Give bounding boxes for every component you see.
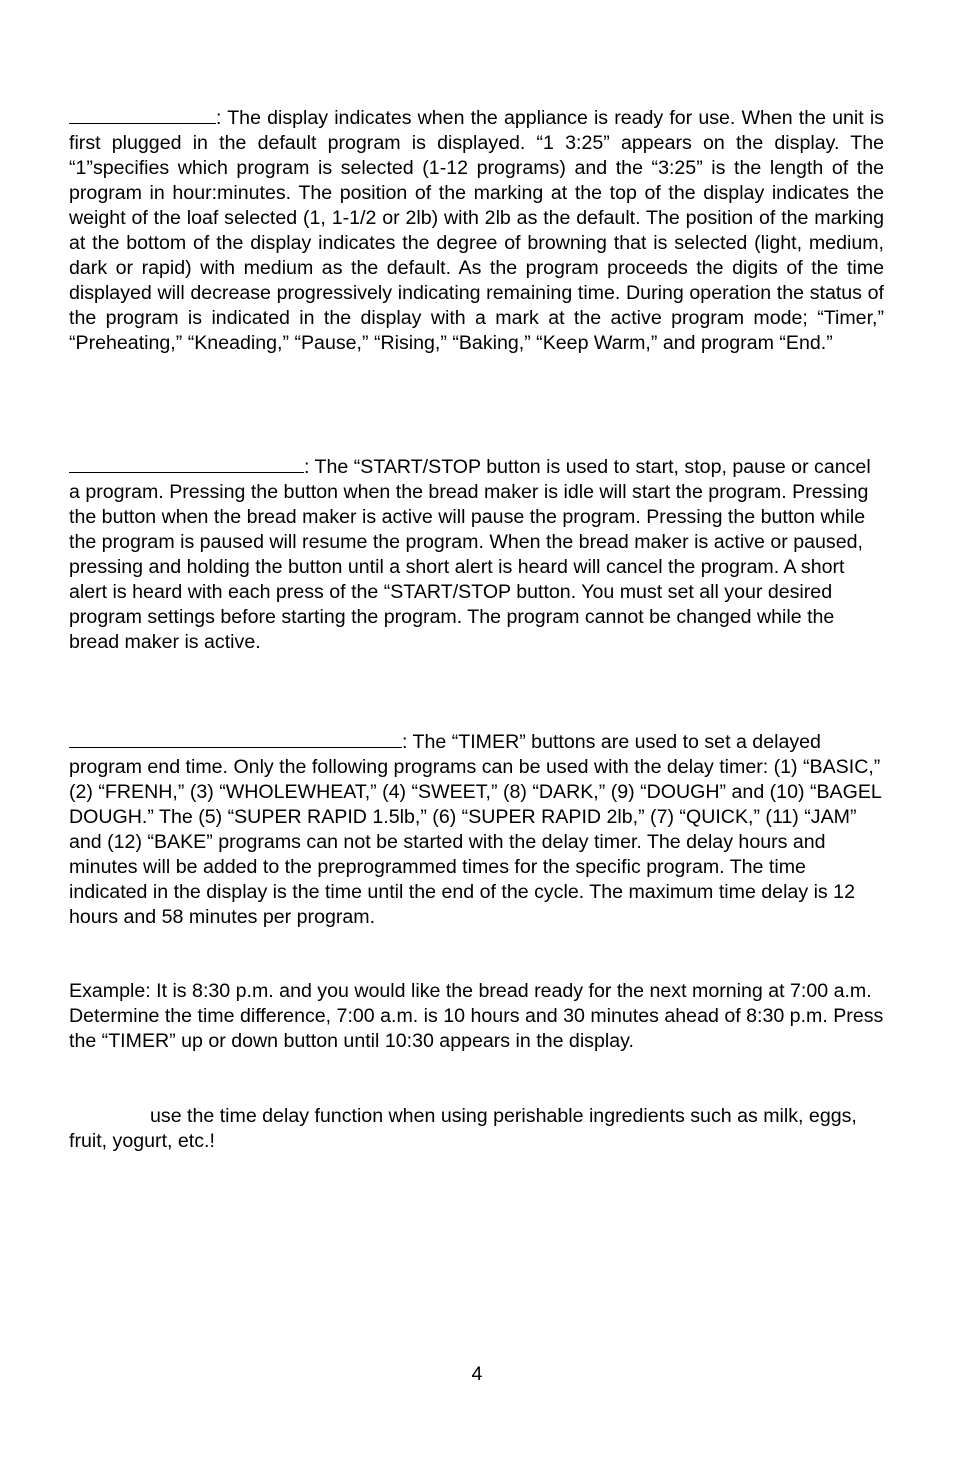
warning-paragraph: [69, 1104, 884, 1154]
timer-description: : The “TIMER” buttons are used to set a delayed program end time. Only the following programs can be used with the delay timer: (1) “BASIC,” (2) “FRENH,” (3) “WHOLEWHEAT,” (4) “SWEET,” (8) “DARK,” (9) “DOUGH” and (10) “BAGEL DOUGH.” The (5) “SUPER RAPID 1.5lb,” (6) “SUPER RAPID 2lb,” (7) “QUICK,” (11) “JAM” and (12) “BAKE” programs can not be started with the delay timer. The delay hours and minutes will be added to the preprogrammed times for the specific program. The time indicated in the display is the time until the end of the cycle. The maximum time delay is 12 hours and 58 minutes per program.: [69, 731, 882, 928]
timer-section: [69, 730, 884, 930]
display-description: : The display indicates when the appliance is ready for use. When the unit is first plugged in the default program is displayed. “1 3:25” appears on the display. The “1”specifies which program is selected (1-12 programs) and the “3:25” is the length of the program in hour:minutes. The position of the marking at the top of the display indicates the weight of the loaf selected (1, 1-1/2 or 2lb) with 2lb as the default. The position of the marking at the bottom of the display indicates the degree of browning that is selected (light, medium, dark or rapid) with medium as the default. As the program proceeds the digits of the time displayed will decrease progressively indicating remaining time. During operation the status of the program is indicated in the display with a mark at the active program mode; “Timer,” “Preheating,” “Kneading,” “Pause,” “Rising,” “Baking,” “Keep Warm,” and program “End.”: [69, 107, 884, 354]
warning-text: use the time delay function when using perishable ingredients such as milk, eggs, fruit, yogurt, etc.!: [69, 1105, 857, 1152]
start-stop-section: [69, 455, 884, 655]
heading-blank-start-stop: [69, 456, 304, 473]
heading-blank-display: [69, 107, 216, 124]
example-paragraph: Example: It is 8:30 p.m. and you would like the bread ready for the next morning at 7:00 a.m. Determine the time difference, 7:00 a.m. is 10 hours and 30 minutes ahead of 8:30 p.m. Press the “TIMER” up or down button until 10:30 appears in the display.: [69, 980, 884, 1052]
page-number: 4: [471, 1363, 483, 1385]
display-section: [69, 106, 884, 356]
start-stop-description: : The “START/STOP button is used to start, stop, pause or cancel a program. Pressing the button when the bread maker is idle will start the program. Pressing the button when the bread maker is active will pause the program. Pressing the button while the program is paused will resume the program. When the bread maker is active or paused, pressing and holding the button until a short alert is heard will cancel the program. A short alert is heard with each press of the “START/STOP button. You must set all your desired program settings before starting the program. The program cannot be changed while the bread maker is active.: [69, 456, 871, 653]
heading-blank-timer: [69, 731, 402, 748]
